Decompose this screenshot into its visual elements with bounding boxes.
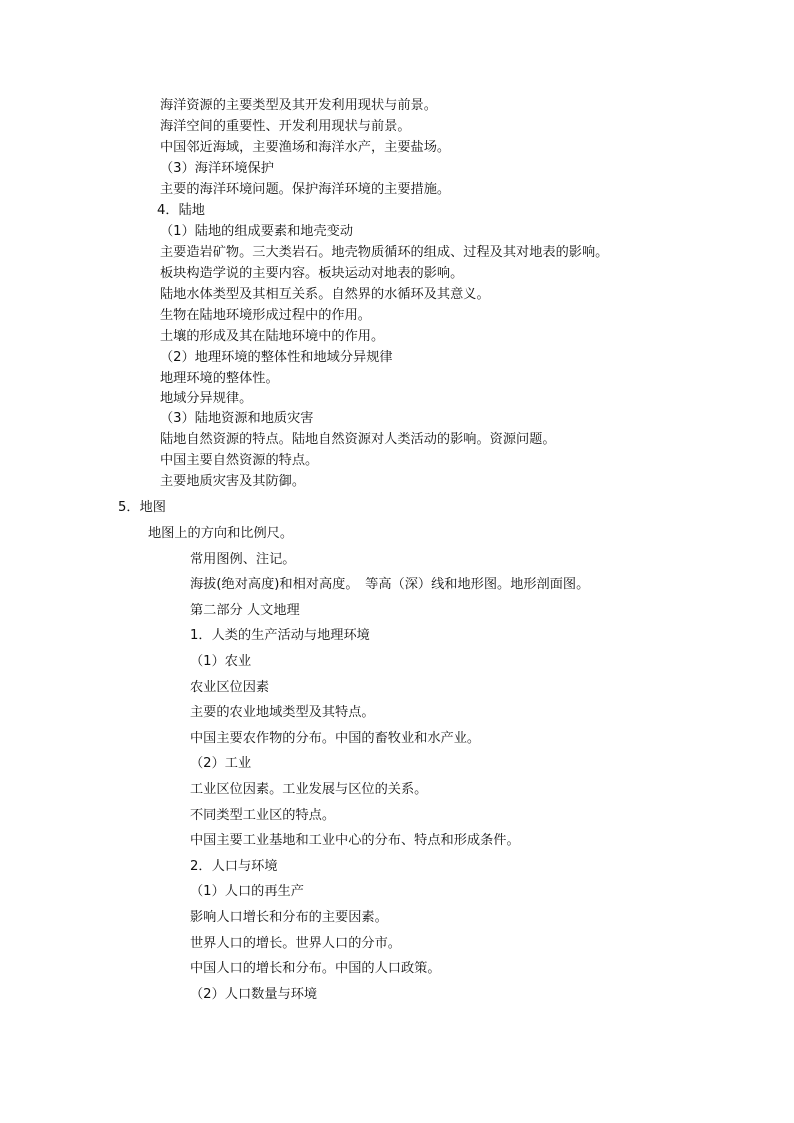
text-line: 土壤的形成及其在陆地环境中的作用。 <box>160 329 385 344</box>
text-line: 主要的农业地域类型及其特点。 <box>190 705 375 720</box>
section-heading: 4．陆地 <box>157 203 205 218</box>
text-line: 主要的海洋环境问题。保护海洋环境的主要措施。 <box>160 182 451 197</box>
text-line: 常用图例、注记。 <box>190 552 296 567</box>
subsection-heading: （3）陆地资源和地质灾害 <box>160 411 314 426</box>
text-line: 地理环境的整体性。 <box>160 371 279 386</box>
subsection-heading: （1）陆地的组成要素和地壳变动 <box>160 224 354 239</box>
section-heading: 2．人口与环境 <box>190 859 278 874</box>
text-line: 不同类型工业区的特点。 <box>190 808 336 823</box>
text-line: 中国主要农作物的分布。中国的畜牧业和水产业。 <box>190 731 481 746</box>
text-line: 主要地质灾害及其防御。 <box>160 474 306 489</box>
text-line: 地图上的方向和比例尺。 <box>148 526 294 541</box>
text-line: 陆地自然资源的特点。陆地自然资源对人类活动的影响。资源问题。 <box>160 432 556 447</box>
text-line: 中国人口的增长和分布。中国的人口政策。 <box>190 961 441 976</box>
text-line: 主要造岩矿物。三大类岩石。地壳物质循环的组成、过程及其对地表的影响。 <box>160 245 609 260</box>
subsection-heading: （3）海洋环境保护 <box>160 161 274 176</box>
text-line: 中国邻近海域，主要渔场和海洋水产，主要盐场。 <box>160 140 451 155</box>
subsection-heading: （2）人口数量与环境 <box>190 987 318 1002</box>
text-line: 地域分异规律。 <box>160 391 253 406</box>
text-line: 中国主要自然资源的特点。 <box>160 453 319 468</box>
text-line: 影响人口增长和分布的主要因素。 <box>190 910 388 925</box>
text-line: 海洋资源的主要类型及其开发利用现状与前景。 <box>160 98 437 113</box>
text-line: 中国主要工业基地和工业中心的分布、特点和形成条件。 <box>190 833 520 848</box>
part-heading: 第二部分 人文地理 <box>190 603 300 618</box>
subsection-heading: （2）工业 <box>190 756 252 771</box>
subsection-heading: （1）农业 <box>190 654 252 669</box>
section-heading: 5．地图 <box>118 500 166 515</box>
text-line: 海拔(绝对高度)和相对高度。 等高（深）线和地形图。地形剖面图。 <box>190 577 590 592</box>
subsection-heading: （2）地理环境的整体性和地域分异规律 <box>160 350 393 365</box>
text-line: 生物在陆地环境形成过程中的作用。 <box>160 308 371 323</box>
text-line: 农业区位因素 <box>190 680 270 695</box>
subsection-heading: （1）人口的再生产 <box>190 884 304 899</box>
text-line: 世界人口的增长。世界人口的分市。 <box>190 936 401 951</box>
text-line: 工业区位因素。工业发展与区位的关系。 <box>190 782 428 797</box>
text-line: 海洋空间的重要性、开发利用现状与前景。 <box>160 119 411 134</box>
section-heading: 1．人类的生产活动与地理环境 <box>190 628 370 643</box>
text-line: 板块构造学说的主要内容。板块运动对地表的影响。 <box>160 266 464 281</box>
text-line: 陆地水体类型及其相互关系。自然界的水循环及其意义。 <box>160 287 490 302</box>
